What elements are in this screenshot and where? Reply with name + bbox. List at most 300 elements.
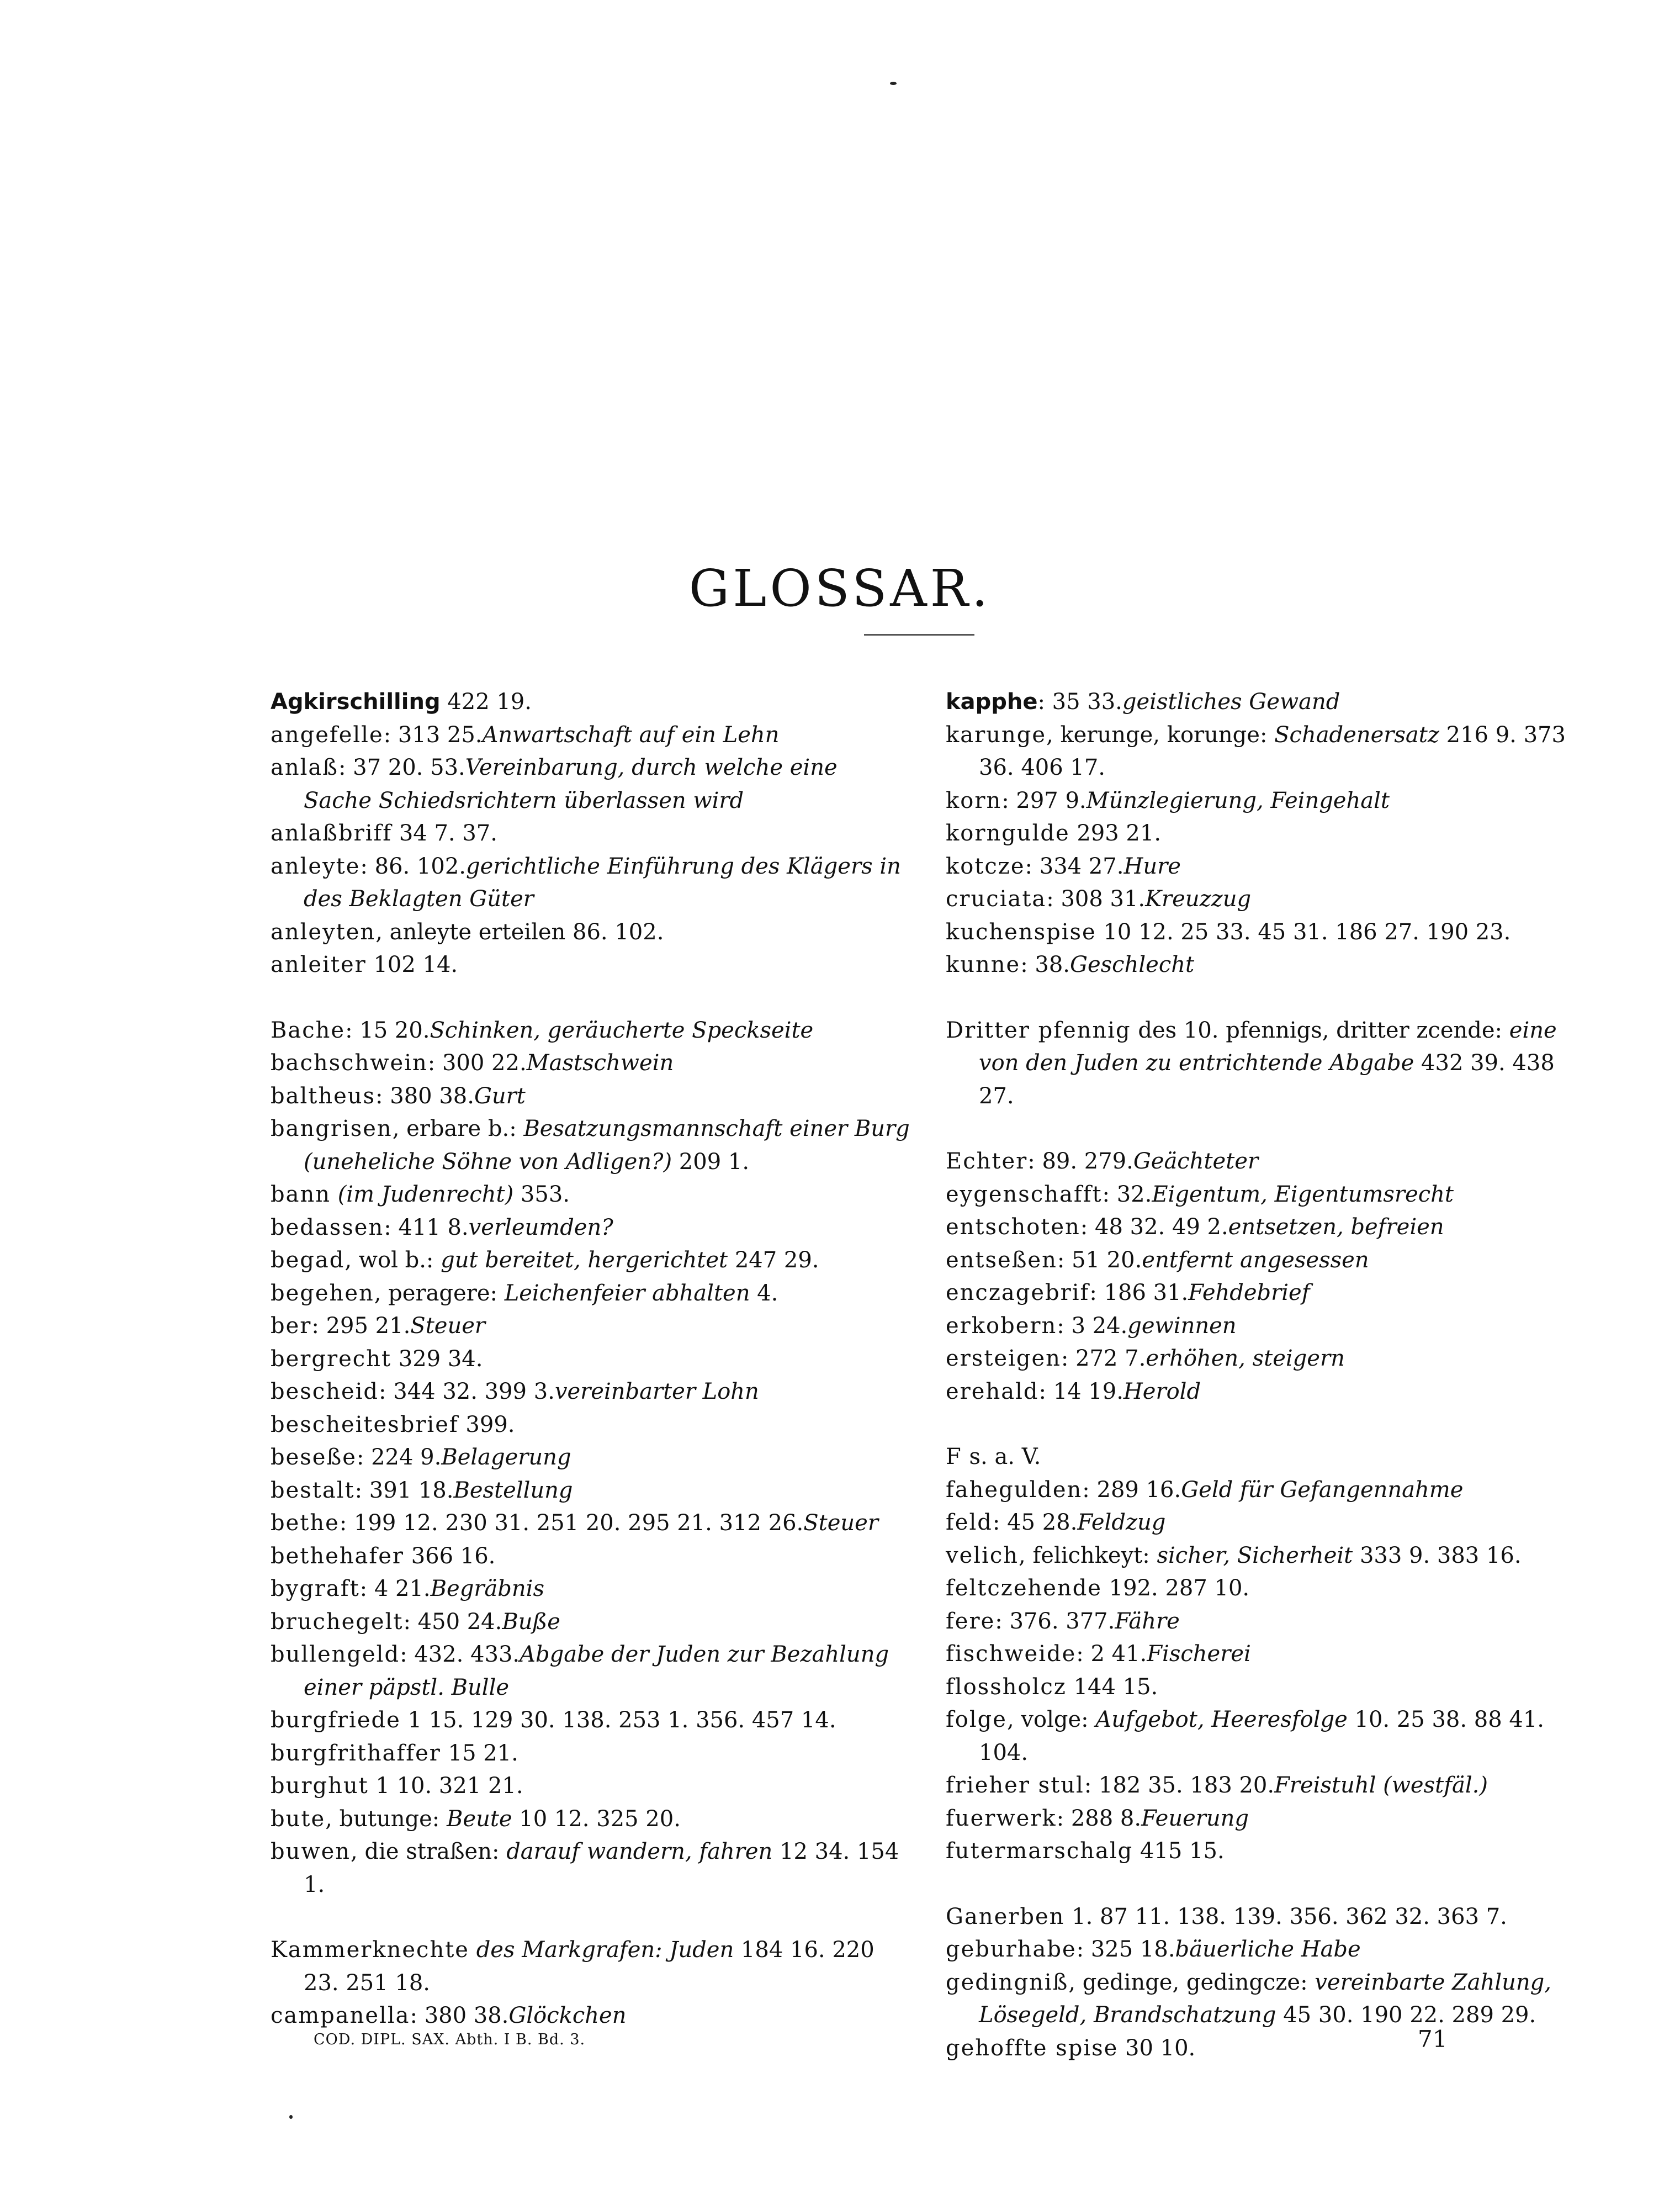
entry-text: 380 38. bbox=[390, 1083, 474, 1109]
gloss-text: Steuer bbox=[803, 1510, 878, 1536]
glossary-entry bbox=[946, 1178, 1586, 1212]
gloss-text: erhöhen, steigern bbox=[1146, 1346, 1345, 1371]
headword: entseßen bbox=[946, 1247, 1057, 1273]
entry-text: 329 34. bbox=[391, 1346, 483, 1372]
separator: : bbox=[356, 1445, 372, 1470]
separator: : bbox=[379, 1379, 394, 1404]
gloss-text: Begräbnis bbox=[430, 1576, 544, 1601]
section-gap bbox=[271, 1901, 911, 1934]
separator: : bbox=[1057, 1313, 1072, 1339]
headword: korn bbox=[946, 787, 1002, 813]
entry-text: 344 32. 399 3. bbox=[393, 1379, 555, 1404]
glossary-entry bbox=[271, 1080, 911, 1113]
glossary-entry bbox=[946, 1704, 1586, 1769]
glossary-entry bbox=[271, 850, 911, 916]
gloss-text: Fischerei bbox=[1147, 1641, 1251, 1667]
entry-text: 199 12. 230 31. 251 20. 295 21. 312 26. bbox=[354, 1510, 804, 1536]
glossary-entry bbox=[271, 1770, 911, 1803]
glossary-entry bbox=[271, 1277, 911, 1310]
headword: beseße bbox=[271, 1445, 357, 1470]
glossary-entry bbox=[271, 1737, 911, 1770]
entry-text: , volge: bbox=[1006, 1707, 1096, 1732]
headword: anlaß bbox=[271, 755, 338, 780]
separator: : bbox=[1046, 886, 1061, 912]
glossary-entry bbox=[946, 1441, 1586, 1474]
glossary-entry bbox=[946, 1966, 1586, 2032]
headword: korngulde bbox=[946, 821, 1070, 846]
gloss-text: Hure bbox=[1123, 853, 1181, 879]
entry-text: des 10. pfennigs, dritter zcende: bbox=[1131, 1017, 1509, 1043]
gloss-text: eine von den Juden zu entrichtende Abgabe bbox=[979, 1017, 1557, 1076]
entry-text: 450 24. bbox=[417, 1609, 502, 1635]
separator: : bbox=[345, 1017, 360, 1043]
glossary-entry bbox=[946, 1769, 1586, 1802]
entry-text: 2 41. bbox=[1090, 1641, 1147, 1667]
glossary-entry bbox=[946, 916, 1586, 949]
entry-text: 89. 279. bbox=[1042, 1149, 1133, 1174]
headword: bann bbox=[271, 1182, 331, 1207]
entry-references: 12 34. 154 1. bbox=[304, 1839, 899, 1897]
section-gap bbox=[271, 982, 911, 1014]
entry-text: 1. 87 11. 138. 139. 356. 362 32. 363 7. bbox=[1064, 1904, 1507, 1929]
glossary-entry bbox=[271, 1638, 911, 1704]
entry-text: 15 21. bbox=[441, 1740, 518, 1766]
glossary-entry bbox=[271, 949, 911, 982]
separator: : bbox=[400, 1642, 415, 1667]
separator: : bbox=[1076, 1641, 1091, 1667]
headword: bescheid bbox=[271, 1379, 379, 1404]
entry-references: 333 9. 383 16. bbox=[1353, 1542, 1522, 1568]
gloss-text: Gurt bbox=[474, 1083, 526, 1109]
entry-text: 37 20. 53. bbox=[353, 755, 465, 780]
gloss-text: Mastschwein bbox=[526, 1050, 674, 1076]
separator: : bbox=[338, 755, 353, 780]
headword: angefelle bbox=[271, 722, 384, 748]
glossary-entry bbox=[271, 1244, 911, 1277]
headword: bangrisen bbox=[271, 1116, 393, 1141]
headword: cruciata bbox=[946, 886, 1047, 912]
headword: anlaßbriff bbox=[271, 821, 393, 846]
entry-references: 45 30. 190 22. 289 29. bbox=[1276, 2002, 1536, 2028]
gloss-text: (im Judenrecht) bbox=[337, 1182, 514, 1207]
signature-mark: COD. DIPL. SAX. Abth. I B. Bd. 3. bbox=[314, 2031, 586, 2048]
entry-text: 308 31. bbox=[1061, 886, 1146, 912]
entry-text: , gedinge, gedingcze: bbox=[1068, 1969, 1315, 1995]
gloss-text: Münzlegierung, Feingehalt bbox=[1086, 787, 1390, 813]
separator: : bbox=[403, 1609, 418, 1635]
entry-text: , anleyte erteilen 86. 102. bbox=[375, 919, 664, 945]
headword: bethehafer bbox=[271, 1543, 404, 1569]
entry-text: 411 8. bbox=[398, 1214, 469, 1240]
entry-text: , butunge: bbox=[325, 1806, 447, 1832]
glossary-entry bbox=[946, 1342, 1586, 1376]
headword: bethe bbox=[271, 1510, 340, 1536]
entry-text: s. a. V. bbox=[962, 1444, 1041, 1469]
entry-text: 325 18. bbox=[1090, 1937, 1175, 1962]
gloss-text: Schinken, geräucherte Speckseite bbox=[430, 1017, 814, 1043]
gloss-text: Eigentum, Eigentumsrecht bbox=[1152, 1181, 1454, 1207]
separator: : bbox=[1056, 1805, 1071, 1831]
entry-text: 1 10. 321 21. bbox=[368, 1773, 523, 1799]
gloss-text: des Markgrafen: Juden bbox=[476, 1937, 734, 1963]
gloss-text: Fehdebrief bbox=[1188, 1280, 1310, 1305]
glossary-entry bbox=[271, 1573, 911, 1606]
headword: enczagebrif bbox=[946, 1280, 1090, 1305]
entry-text: 34 7. 37. bbox=[392, 821, 497, 846]
gloss-text: Schadenersatz bbox=[1274, 722, 1439, 748]
headword: campanella bbox=[271, 2003, 410, 2028]
gloss-text: Besatzungsmannschaft einer Burg (uneheliche Söhne von Adligen?) bbox=[304, 1116, 910, 1175]
separator: : bbox=[1076, 1937, 1091, 1962]
gloss-text: Kreuzzug bbox=[1145, 886, 1252, 912]
glossary-entry bbox=[271, 719, 911, 752]
glossary-entry bbox=[946, 1835, 1586, 1868]
glossary-entry bbox=[271, 1178, 911, 1212]
glossary-entry bbox=[946, 1014, 1586, 1113]
entry-text: 288 8. bbox=[1070, 1805, 1142, 1831]
entry-text bbox=[469, 1937, 476, 1963]
separator: : bbox=[992, 1510, 1008, 1535]
headword: Kammerknechte bbox=[271, 1937, 469, 1963]
glossary-entry bbox=[946, 817, 1586, 850]
entry-text: 224 9. bbox=[371, 1445, 442, 1470]
gloss-text: sicher, Sicherheit bbox=[1157, 1542, 1353, 1568]
section-gap bbox=[946, 982, 1586, 1014]
separator: : bbox=[1020, 952, 1035, 977]
gloss-text: Feuerung bbox=[1141, 1805, 1249, 1831]
headword: begehen bbox=[271, 1280, 374, 1306]
entry-text: 432. 433. bbox=[414, 1642, 520, 1667]
glossary-entry bbox=[946, 1506, 1586, 1540]
gloss-text: Anwartschaft auf ein Lehn bbox=[482, 722, 780, 748]
headword: erehald bbox=[946, 1378, 1039, 1404]
entry-text: 3 24. bbox=[1071, 1313, 1128, 1339]
gloss-text: Beute bbox=[447, 1806, 512, 1832]
headword: folge bbox=[946, 1707, 1007, 1732]
glossary-entry bbox=[271, 1540, 911, 1573]
glossary-entry bbox=[271, 1113, 911, 1178]
glossary-column-left bbox=[271, 686, 911, 2033]
entry-text: 38. bbox=[1035, 952, 1070, 977]
section-gap bbox=[946, 1868, 1586, 1901]
headword: baltheus bbox=[271, 1083, 376, 1109]
section-gap bbox=[946, 1408, 1586, 1441]
headword: feld bbox=[946, 1510, 993, 1535]
glossary-entry bbox=[946, 1244, 1586, 1277]
glossary-entry bbox=[946, 719, 1586, 785]
entry-text: , wol b.: bbox=[345, 1247, 441, 1273]
gloss-text: Belagerung bbox=[441, 1445, 571, 1470]
separator: : bbox=[1084, 1773, 1099, 1798]
glossary-entry bbox=[946, 1540, 1586, 1573]
entry-text: 144 15. bbox=[1066, 1674, 1158, 1700]
entry-text: 48 32. 49 2. bbox=[1095, 1214, 1228, 1240]
entry-text: 15 20. bbox=[359, 1017, 430, 1043]
separator: : bbox=[375, 1083, 390, 1109]
glossary-entry bbox=[946, 2032, 1586, 2065]
entry-text: 30 10. bbox=[1118, 2035, 1196, 2061]
entry-text: 422 19. bbox=[440, 689, 532, 715]
glossary-entry bbox=[271, 686, 911, 719]
glossary-entry bbox=[271, 1474, 911, 1508]
gloss-text: Freistuhl (westfäl.) bbox=[1274, 1773, 1488, 1798]
headword: anleyte bbox=[271, 853, 361, 879]
headword: gehoffte spise bbox=[946, 2035, 1119, 2061]
glossary-entry bbox=[946, 1145, 1586, 1178]
entry-text: 32. bbox=[1116, 1181, 1152, 1207]
gloss-text: entsetzen, befreien bbox=[1228, 1214, 1444, 1240]
gloss-text: Glöckchen bbox=[508, 2003, 627, 2028]
gloss-text: Leichenfeier abhalten bbox=[504, 1280, 750, 1306]
entry-text: 391 18. bbox=[369, 1477, 454, 1503]
entry-text: 380 38. bbox=[424, 2003, 509, 2028]
entry-text: , die straßen: bbox=[351, 1839, 507, 1864]
headword: gedingniß bbox=[946, 1969, 1069, 1995]
entry-text: 272 7. bbox=[1075, 1346, 1146, 1371]
glossary-entry bbox=[271, 817, 911, 850]
glossary-entry bbox=[271, 1836, 911, 1901]
headword: bescheitesbrief bbox=[271, 1411, 459, 1437]
headword: fere bbox=[946, 1608, 995, 1634]
gloss-text: Fähre bbox=[1115, 1608, 1180, 1634]
gloss-text: gewinnen bbox=[1127, 1313, 1237, 1339]
headword: anleiter bbox=[271, 952, 367, 977]
headword: Ganerben bbox=[946, 1904, 1065, 1929]
entry-text: 399. bbox=[458, 1411, 515, 1437]
glossary-entry bbox=[946, 883, 1586, 916]
glossary-entry bbox=[271, 752, 911, 817]
separator: : bbox=[1057, 1247, 1072, 1273]
separator: : bbox=[427, 1050, 442, 1076]
headword: bachschwein bbox=[271, 1050, 428, 1076]
separator: : bbox=[354, 1477, 369, 1503]
headword: fischweide bbox=[946, 1641, 1077, 1667]
glossary-entry bbox=[946, 1376, 1586, 1409]
entry-references: 247 29. bbox=[728, 1247, 819, 1273]
headword: frieher stul bbox=[946, 1773, 1084, 1798]
headword: kuchenspise bbox=[946, 919, 1096, 945]
gloss-text: Geld für Gefangennahme bbox=[1181, 1477, 1464, 1503]
separator: : bbox=[1061, 1346, 1076, 1371]
headword: eygenschafft bbox=[946, 1181, 1103, 1207]
gloss-text: entfernt angesessen bbox=[1142, 1247, 1369, 1273]
headword: kunne bbox=[946, 952, 1021, 977]
title-rule bbox=[864, 634, 974, 636]
headword: bestalt bbox=[271, 1477, 355, 1503]
gloss-text: Herold bbox=[1123, 1378, 1201, 1404]
headword: burghut bbox=[271, 1773, 369, 1799]
gloss-text: Abgabe der Juden zur Bezahlung einer päpstl. Bulle bbox=[304, 1642, 889, 1700]
headword: begad bbox=[271, 1247, 345, 1273]
glossary-entry bbox=[271, 1704, 911, 1737]
glossary-entry bbox=[946, 1572, 1586, 1605]
headword: burgfrithaffer bbox=[271, 1740, 441, 1766]
headword: kapphe bbox=[946, 689, 1038, 715]
gloss-text: Bestellung bbox=[453, 1477, 573, 1503]
separator: : bbox=[360, 853, 375, 879]
entry-text: 376. 377. bbox=[1009, 1608, 1115, 1634]
glossary-entry bbox=[271, 1441, 911, 1474]
gloss-text: verleumden? bbox=[468, 1214, 613, 1240]
headword: karunge bbox=[946, 722, 1047, 748]
separator: : bbox=[1102, 1181, 1117, 1207]
separator: : bbox=[410, 2003, 425, 2028]
entry-text: 51 20. bbox=[1072, 1247, 1142, 1273]
headword: flossholcz bbox=[946, 1674, 1067, 1700]
headword: bergrecht bbox=[271, 1346, 392, 1372]
glossary-entry bbox=[946, 1277, 1586, 1310]
glossary-entry bbox=[946, 686, 1586, 719]
headword: bruchegelt bbox=[271, 1609, 404, 1635]
entry-text: , peragere: bbox=[374, 1280, 505, 1306]
glossary-entry bbox=[271, 2000, 911, 2033]
headword: futermarschalg bbox=[946, 1838, 1133, 1864]
separator: : bbox=[1038, 1378, 1053, 1404]
separator: : bbox=[359, 1576, 374, 1601]
gloss-text: gut bereitet, hergerichtet bbox=[441, 1247, 728, 1273]
entry-text: 14 19. bbox=[1053, 1378, 1123, 1404]
glossary-entry bbox=[271, 1376, 911, 1409]
entry-text: 415 15. bbox=[1133, 1838, 1225, 1864]
headword: Dritter pfennig bbox=[946, 1017, 1131, 1043]
entry-references: 432 39. 438 27. bbox=[979, 1050, 1555, 1109]
entry-references: 216 9. 373 36. 406 17. bbox=[979, 722, 1566, 780]
entry-text: 295 21. bbox=[326, 1313, 411, 1339]
headword: velich bbox=[946, 1542, 1019, 1568]
entry-text: 334 27. bbox=[1039, 853, 1124, 879]
gloss-text: vereinbarte Zahlung, Lösegeld, Brandschatzung bbox=[979, 1969, 1551, 2028]
separator: : bbox=[384, 1214, 399, 1240]
headword: feltczehende bbox=[946, 1575, 1102, 1601]
gloss-text: Geächteter bbox=[1133, 1149, 1259, 1174]
glossary-entry bbox=[946, 1474, 1586, 1507]
entry-text: 192. 287 10. bbox=[1101, 1575, 1250, 1601]
entry-references: 4. bbox=[750, 1280, 778, 1306]
headword: bullengeld bbox=[271, 1642, 400, 1667]
glossary-entry bbox=[946, 1933, 1586, 1966]
entry-text: 102 14. bbox=[366, 952, 458, 977]
gloss-text: Aufgebot, Heeresfolge bbox=[1095, 1707, 1348, 1732]
glossary-entry bbox=[271, 1047, 911, 1080]
separator: : bbox=[339, 1510, 354, 1536]
glossary-entry bbox=[271, 1409, 911, 1442]
page-number: 71 bbox=[1418, 2026, 1448, 2053]
glossary-entry bbox=[946, 949, 1586, 982]
entry-text: 4 21. bbox=[374, 1576, 431, 1601]
headword: ber bbox=[271, 1313, 312, 1339]
entry-text: 45 28. bbox=[1007, 1510, 1078, 1535]
entry-text: 182 35. 183 20. bbox=[1099, 1773, 1275, 1798]
entry-text: 289 16. bbox=[1096, 1477, 1181, 1503]
entry-text: 10 12. 25 33. 45 31. 186 27. 190 23. bbox=[1096, 919, 1511, 945]
separator: : bbox=[1027, 1149, 1042, 1174]
headword: Echter bbox=[946, 1149, 1028, 1174]
headword: bedassen bbox=[271, 1214, 384, 1240]
glossary-entry bbox=[271, 1803, 911, 1836]
separator: : bbox=[1080, 1214, 1095, 1240]
gloss-text: vereinbarter Lohn bbox=[554, 1379, 759, 1404]
headword: kotcze bbox=[946, 853, 1025, 879]
headword: fahegulden bbox=[946, 1477, 1083, 1503]
entry-text: , kerunge, korunge: bbox=[1046, 722, 1275, 748]
entry-text: 297 9. bbox=[1016, 787, 1087, 813]
headword: F bbox=[946, 1444, 962, 1469]
entry-references: 209 1. bbox=[672, 1149, 750, 1175]
glossary-entry bbox=[271, 1343, 911, 1376]
glossary-entry bbox=[271, 1014, 911, 1048]
headword: buwen bbox=[271, 1839, 351, 1864]
separator: : bbox=[995, 1608, 1010, 1634]
entry-references: 10. 25 38. 88 41. 104. bbox=[979, 1707, 1544, 1765]
entry-text: 35 33. bbox=[1052, 689, 1122, 715]
separator: : bbox=[1037, 689, 1052, 715]
gloss-text: gerichtliche Einführung des Klägers in des Beklagten Güter bbox=[304, 853, 901, 912]
glossary-entry bbox=[271, 1606, 911, 1639]
headword: bute bbox=[271, 1806, 326, 1832]
gloss-text: Vereinbarung, durch welche eine Sache Schiedsrichtern überlassen wird bbox=[304, 755, 838, 813]
entry-text: , felichkeyt: bbox=[1019, 1542, 1157, 1568]
glossary-entry bbox=[946, 1310, 1586, 1343]
entry-text: 86. 102. bbox=[374, 853, 467, 879]
glossary-entry bbox=[271, 1507, 911, 1540]
page-title: GLOSSAR. bbox=[688, 558, 992, 618]
glossary-entry bbox=[946, 1802, 1586, 1836]
glossary-entry bbox=[271, 1934, 911, 2000]
glossary-entry bbox=[946, 1605, 1586, 1638]
headword: Bache bbox=[271, 1017, 346, 1043]
print-speck bbox=[890, 82, 897, 85]
gloss-text: Feldzug bbox=[1077, 1510, 1166, 1535]
separator: : bbox=[1082, 1477, 1097, 1503]
glossary-entry bbox=[946, 850, 1586, 884]
headword: burgfriede bbox=[271, 1707, 401, 1733]
headword: anleyten bbox=[271, 919, 376, 945]
entry-references: 10 12. 325 20. bbox=[512, 1806, 681, 1832]
entry-text bbox=[331, 1182, 338, 1207]
separator: : bbox=[1001, 787, 1016, 813]
entry-text: 293 21. bbox=[1069, 821, 1162, 846]
headword: bygraft bbox=[271, 1576, 360, 1601]
entry-text: , erbare b.: bbox=[392, 1116, 524, 1141]
glossary-entry bbox=[946, 1211, 1586, 1244]
glossary-entry bbox=[271, 1212, 911, 1245]
gloss-text: darauf wandern, fahren bbox=[506, 1839, 773, 1864]
separator: : bbox=[311, 1313, 326, 1339]
gloss-text: bäuerliche Habe bbox=[1175, 1937, 1361, 1962]
glossary-entry bbox=[946, 1901, 1586, 1934]
glossary-entry bbox=[271, 916, 911, 949]
gloss-text: Geschlecht bbox=[1070, 952, 1195, 977]
separator: : bbox=[383, 722, 398, 748]
entry-text: 186 31. bbox=[1104, 1280, 1189, 1305]
entry-references: 353. bbox=[513, 1182, 570, 1207]
glossary-entry bbox=[946, 1671, 1586, 1704]
headword: erkobern bbox=[946, 1313, 1057, 1339]
entry-text: 300 22. bbox=[442, 1050, 527, 1076]
headword: ersteigen bbox=[946, 1346, 1061, 1371]
section-gap bbox=[946, 1113, 1586, 1145]
separator: : bbox=[1089, 1280, 1104, 1305]
separator: : bbox=[1025, 853, 1040, 879]
gloss-text: Steuer bbox=[410, 1313, 485, 1339]
headword: geburhabe bbox=[946, 1937, 1077, 1962]
gloss-text: geistliches Gewand bbox=[1122, 689, 1340, 715]
glossary-entry bbox=[271, 1310, 911, 1343]
headword: Agkirschilling bbox=[271, 689, 441, 715]
gloss-text: Buße bbox=[502, 1609, 560, 1635]
entry-text: 366 16. bbox=[404, 1543, 496, 1569]
entry-references: 184 16. 220 23. 251 18. bbox=[304, 1937, 875, 1996]
